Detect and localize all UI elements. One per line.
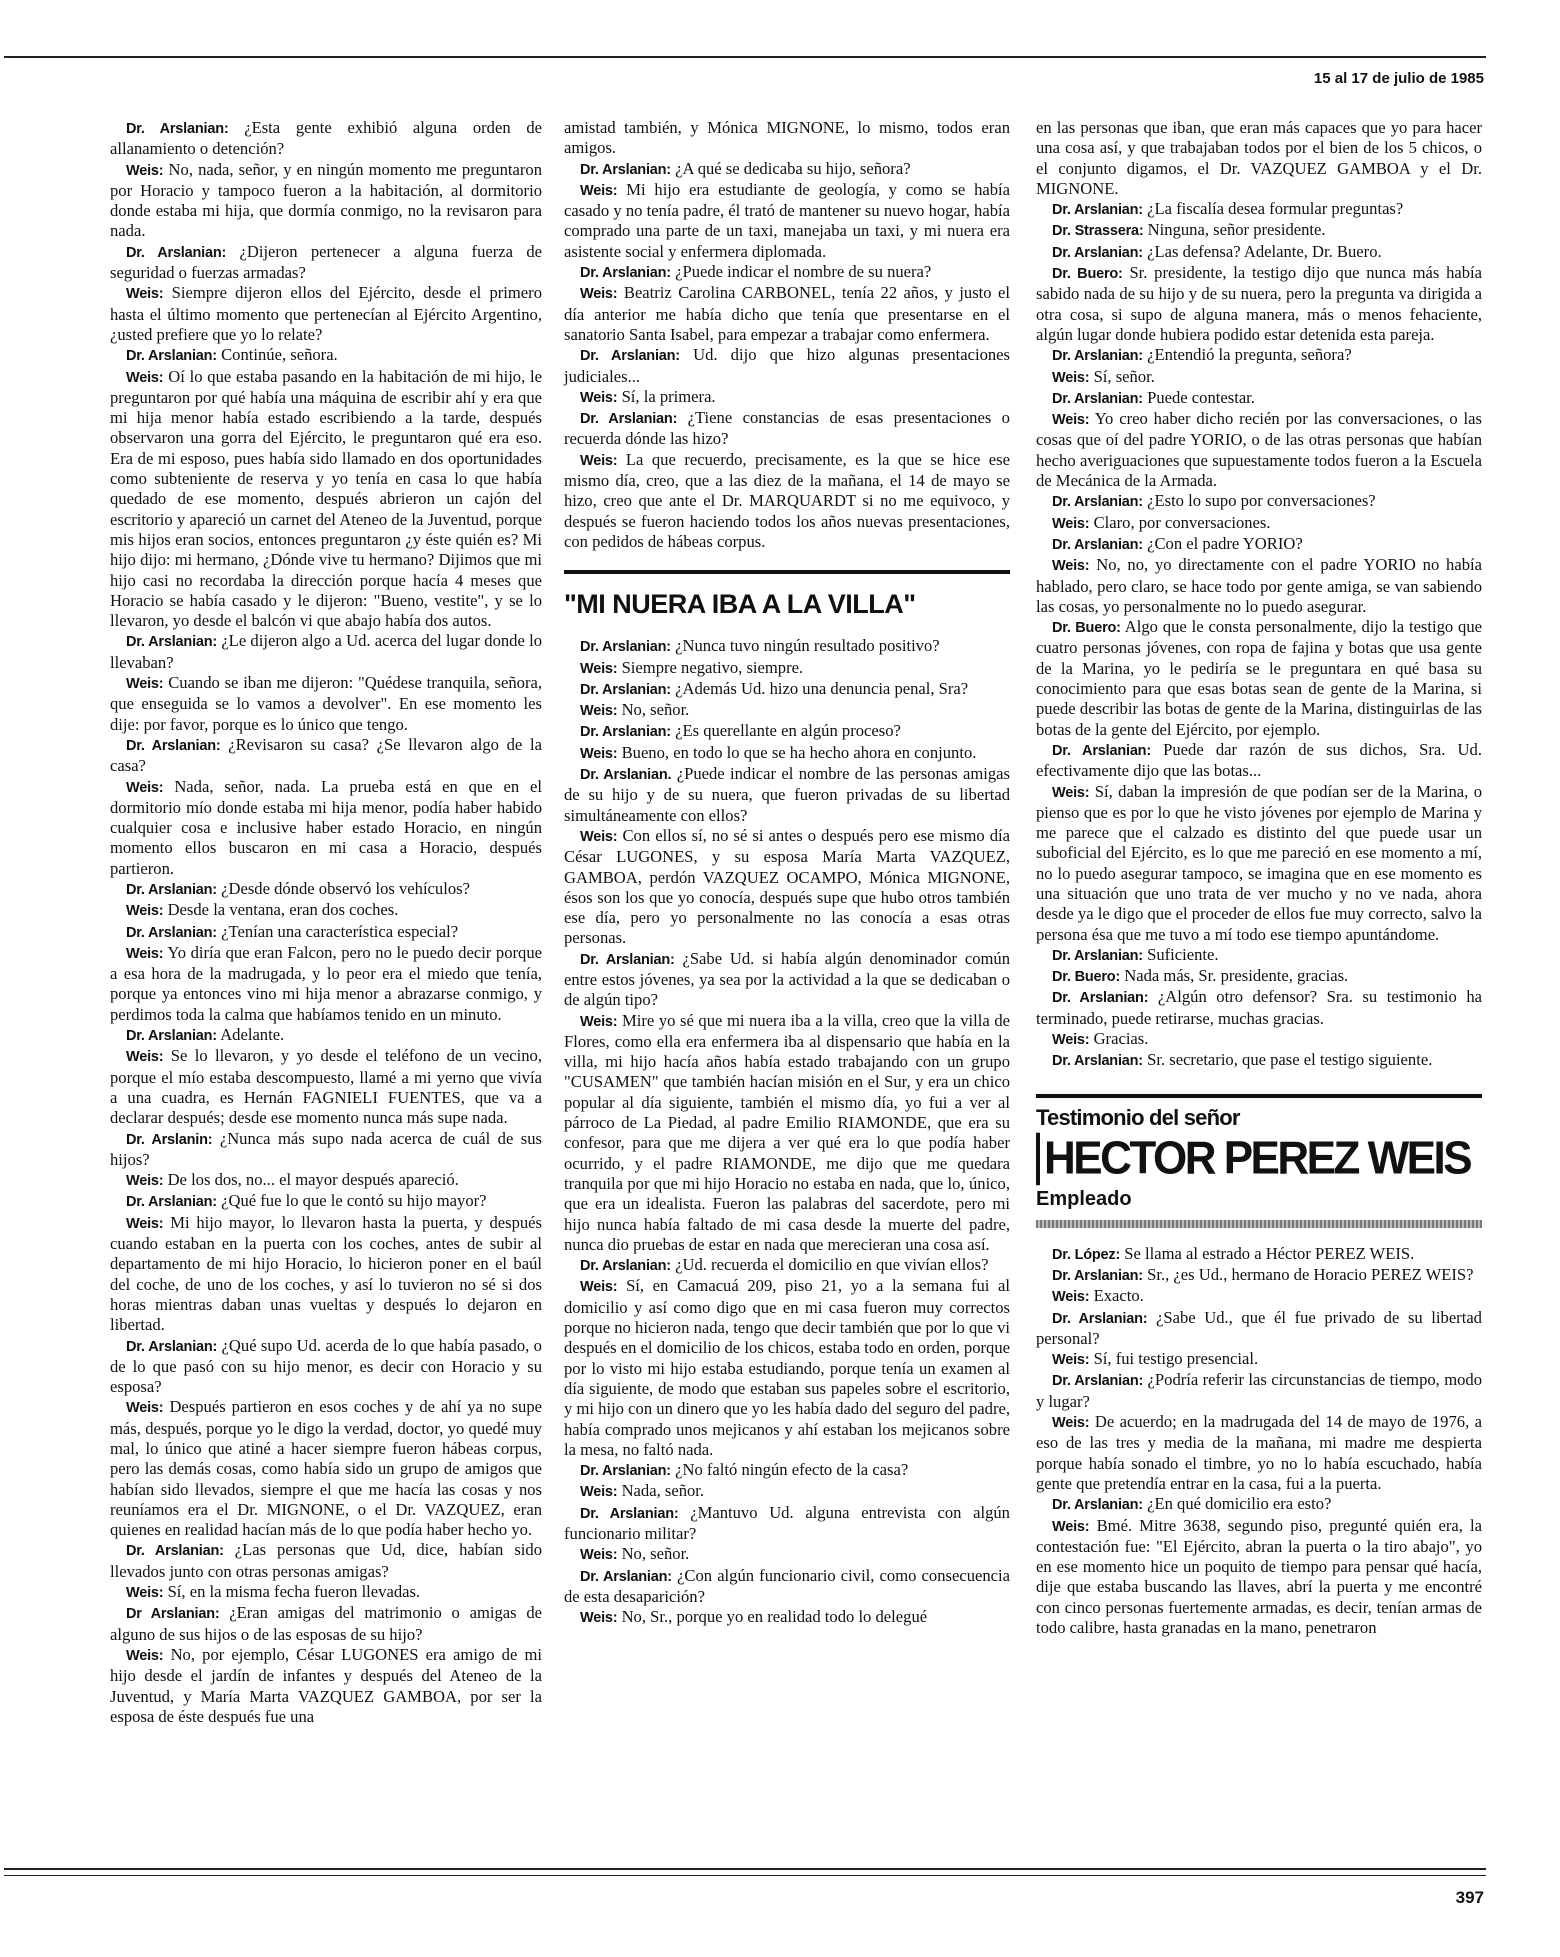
dialogue-text: ¿Esta gente exhibió alguna orden de allanamiento o detención? bbox=[110, 118, 542, 159]
dialogue-text: ¿A qué se dedicaba su hijo, señora? bbox=[675, 158, 911, 178]
dialogue-text: Bueno, en todo lo que se ha hecho ahora en conjunto. bbox=[621, 742, 977, 762]
speaker-label: Weis: bbox=[580, 286, 618, 303]
dialogue-text: Siempre dijeron ellos del Ejército, desde el primero hasta el último momento que pertenecían al Ejército Argentino, ¿usted prefiere que yo lo relate? bbox=[110, 283, 542, 344]
dialogue-paragraph bbox=[110, 900, 542, 921]
speaker-label: Dr. Arslanian: bbox=[126, 1543, 224, 1560]
dialogue-text: ¿Revisaron su casa? ¿Se llevaron algo de la casa? bbox=[110, 734, 542, 776]
speaker-label: Weis: bbox=[580, 1547, 618, 1564]
speaker-label: Dr. Buero: bbox=[1052, 266, 1123, 283]
dialogue-text: Después partieron en esos coches y de ahí ya no supe más, después, porque yo le digo la verdad, doctor, yo quedé muy mal, lo único que atiné a hacer siempre fueron hábeas corpus, pero las demás cosas, como había sido un grupo de amigos que habían sido llevados, siempre el que me hacía las cosas y nos reuníamos era el Dr. MIGNONE, o el Dr. VAZQUEZ, eran quienes en realidad hacían más de lo que podía haber hecho yo. bbox=[110, 1397, 542, 1540]
speaker-label: Dr. Arslanian: bbox=[580, 681, 671, 698]
dialogue-text: Mi hijo mayor, lo llevaron hasta la puerta, y después cuando estaban en la puerta con los coches, antes de subir al departamento de mi hijo Horacio, lo hicieron poner en el baúl del coche, de uno de los coches, y así lo tuvieron no sé si dos horas mientras daban unas vueltas y después lo dejaron en libertad. bbox=[110, 1212, 542, 1335]
dialogue-text: Nada más, Sr. presidente, gracias. bbox=[1124, 966, 1349, 986]
dialogue-paragraph bbox=[564, 387, 1010, 408]
dialogue-paragraph bbox=[564, 345, 1010, 387]
speaker-label: Weis: bbox=[126, 1215, 164, 1232]
speaker-label: Dr. Arslanian: bbox=[126, 634, 218, 651]
decorative-bar bbox=[1036, 1220, 1482, 1228]
dialogue-text: Claro, por conversaciones. bbox=[1093, 512, 1271, 532]
dialogue-text: ¿Puede indicar el nombre de su nuera? bbox=[675, 262, 932, 282]
dialogue-paragraph bbox=[1036, 513, 1482, 534]
speaker-label: Dr. Arslanian: bbox=[580, 639, 671, 656]
speaker-label: Dr. Arslanian: bbox=[580, 161, 671, 178]
dialogue-text: Nada, señor. bbox=[621, 1481, 705, 1501]
speaker-label: Dr. Arslanian: bbox=[1052, 244, 1143, 261]
testimony-label: Testimonio del señor bbox=[1036, 1094, 1482, 1132]
dialogue-paragraph bbox=[564, 262, 1010, 283]
speaker-label: Dr. Arslanian: bbox=[580, 265, 671, 282]
dialogue-paragraph bbox=[564, 1503, 1010, 1545]
speaker-label: Weis: bbox=[126, 1585, 164, 1602]
dialogue-text: De acuerdo; en la madrugada del 14 de mayo de 1976, a eso de las tres y media de la mañana, mi madre me despierta porque había sonado el timbre, yo no lo había escuchado, había gente que pretendía entrar en la casa, fui a la puerta. bbox=[1036, 1412, 1482, 1493]
top-rule bbox=[4, 56, 1486, 58]
dialogue-text: Siempre negativo, siempre. bbox=[621, 657, 804, 677]
speaker-label: Weis: bbox=[126, 1049, 164, 1066]
speaker-label: Dr. Arslanian: bbox=[1052, 947, 1143, 964]
dialogue-paragraph bbox=[564, 1607, 1010, 1628]
dialogue-text: Nada, señor, nada. La prueba está en que en el dormitorio mío donde estaba mi hija menor, podía haber habido cualquier cosa e inclusive haber estado Horacio, en ningún momento ellos buscaron en mi casa a Horacio, después partieron. bbox=[110, 776, 542, 878]
dialogue-text: Sí, fui testigo presencial. bbox=[1093, 1349, 1259, 1369]
dialogue-text: ¿En qué domicilio era esto? bbox=[1147, 1494, 1332, 1514]
speaker-label: Dr. Arslanian: bbox=[126, 924, 217, 941]
dialogue-paragraph bbox=[564, 826, 1010, 949]
dialogue-text: Ninguna, señor presidente. bbox=[1147, 220, 1326, 240]
dialogue-text: ¿La fiscalía desea formular preguntas? bbox=[1147, 199, 1404, 219]
speaker-label: Weis: bbox=[580, 828, 618, 845]
speaker-label: Dr. Arslanian: bbox=[1052, 1310, 1148, 1327]
speaker-label: Dr. Arslanian: bbox=[1052, 494, 1143, 511]
dialogue-paragraph bbox=[1036, 1494, 1482, 1515]
speaker-label: Weis: bbox=[580, 182, 618, 199]
dialogue-paragraph bbox=[110, 283, 542, 345]
dialogue-paragraph bbox=[1036, 388, 1482, 409]
dialogue-text: Con ellos sí, no sé si antes o después pero ese mismo día César LUGONES, y su esposa María Marta VAZQUEZ, GAMBOA, perdón VAZQUEZ OCAMPO, Mónica MIGNONE, ésos son los que yo conocía, después supe que hubo otros también ese día, pero yo personalmente no las conocía a esas otras personas. bbox=[564, 825, 1010, 948]
speaker-label: Dr. Arslanian: bbox=[580, 411, 678, 428]
speaker-label: Weis: bbox=[1052, 369, 1090, 386]
column-3-top bbox=[1036, 118, 1482, 1072]
dialogue-paragraph bbox=[564, 721, 1010, 742]
dialogue-paragraph bbox=[1036, 199, 1482, 220]
bottom-rule bbox=[4, 1868, 1486, 1876]
speaker-label: Dr. Arslanian: bbox=[1052, 1053, 1143, 1070]
dialogue-text: Oí lo que estaba pasando en la habitación de mi hijo, le preguntaron por qué había una máquina de escribir ahí y era que mi hija menor había estado escribiendo a la tarde, después observaron una gorra del Ejército, le preguntaron qué era eso. Era de mi esposo, pues había sido llamado en dos oportunidades como subteniente de reserva y yo tenía en casa lo que había quedado de ese momento, después abrieron un cajón del escritorio y apareció un carnet del Ateneo de la Juventud, porque mis hijos eran socios, entonces preguntaron ¿y éste quién es? Mi hijo dijo: mi hermano, ¿Dónde vive tu hermano? Dijimos que mi hijo casi no recordaba la dirección porque hacía 4 meses que Horacio se había casado y le dijeron: "Bueno, vestite", y se lo llevaron, yo desde el balcón vi que abajo había dos autos. bbox=[110, 366, 543, 631]
dialogue-paragraph bbox=[110, 673, 542, 735]
speaker-label: Dr. Arslanian: bbox=[580, 348, 680, 365]
dialogue-paragraph bbox=[1036, 409, 1482, 491]
dialogue-text: ¿Qué fue lo que le contó su hijo mayor? bbox=[221, 1191, 487, 1211]
dialogue-paragraph bbox=[110, 1046, 542, 1128]
dialogue-paragraph bbox=[564, 700, 1010, 721]
dialogue-paragraph bbox=[1036, 782, 1482, 945]
dialogue-paragraph bbox=[1036, 617, 1482, 740]
speaker-label: Dr. Arslanian: bbox=[126, 348, 217, 365]
speaker-label: Dr. Arslanian: bbox=[580, 951, 675, 968]
dialogue-paragraph bbox=[564, 283, 1010, 345]
dialogue-paragraph bbox=[564, 1544, 1010, 1565]
dialogue-paragraph bbox=[1036, 491, 1482, 512]
dialogue-paragraph bbox=[110, 242, 542, 284]
dialogue-paragraph bbox=[564, 1566, 1010, 1608]
speaker-label: Weis: bbox=[1052, 515, 1090, 532]
speaker-label: Weis: bbox=[126, 1173, 164, 1190]
dialogue-text: Yo creo haber dicho recién por las conversaciones, o las cosas que oí del padre YORIO, o de las otras personas que habían hecho averiguaciones que supuestamente todos fueron a la Escuela de Mecánica de la Armada. bbox=[1036, 409, 1482, 491]
speaker-label: Dr. Buero: bbox=[1052, 969, 1121, 986]
speaker-label: Weis: bbox=[126, 1647, 164, 1664]
dialogue-paragraph bbox=[564, 743, 1010, 764]
dialogue-paragraph bbox=[1036, 534, 1482, 555]
speaker-label: Weis: bbox=[1052, 1518, 1090, 1535]
speaker-label: Weis: bbox=[580, 1484, 618, 1501]
dialogue-paragraph bbox=[564, 1481, 1010, 1502]
column-1 bbox=[110, 118, 542, 1727]
dialogue-text: ¿Esto lo supo por conversaciones? bbox=[1147, 491, 1376, 511]
dialogue-text: No, Sr., porque yo en realidad todo lo delegué bbox=[621, 1607, 928, 1627]
dialogue-text: ¿Entendió la pregunta, señora? bbox=[1147, 345, 1352, 365]
dialogue-paragraph bbox=[1036, 1308, 1482, 1350]
dialogue-text: ¿Tenían una característica especial? bbox=[221, 921, 459, 941]
dialogue-paragraph bbox=[1036, 1516, 1482, 1639]
dialogue-text: Beatriz Carolina CARBONEL, tenía 22 años, y justo el día anterior me había dicho que tenía que presentarse en el sanatorio Santa Isabel, para empezar a trabajar como enfermera. bbox=[564, 283, 1010, 344]
dialogue-paragraph bbox=[110, 1603, 542, 1645]
dialogue-text: Suficiente. bbox=[1147, 944, 1219, 964]
speaker-label: Weis: bbox=[126, 945, 164, 962]
speaker-label: Weis: bbox=[126, 676, 164, 693]
dialogue-text: ¿Es querellante en algún proceso? bbox=[675, 721, 901, 741]
dialogue-text: Puede contestar. bbox=[1147, 387, 1255, 407]
dialogue-paragraph bbox=[110, 1336, 542, 1398]
dialogue-paragraph bbox=[1036, 1050, 1482, 1071]
dialogue-paragraph bbox=[110, 160, 542, 242]
dialogue-paragraph bbox=[110, 879, 542, 900]
speaker-label: Weis: bbox=[126, 162, 164, 179]
dialogue-text: Desde la ventana, eran dos coches. bbox=[167, 900, 399, 920]
dialogue-text: ¿Las personas que Ud, dice, habían sido llevados junto con otras personas amigas? bbox=[110, 1540, 542, 1581]
dialogue-paragraph bbox=[1036, 1370, 1482, 1412]
speaker-label: Weis: bbox=[580, 1013, 618, 1030]
dialogue-text: Gracias. bbox=[1093, 1029, 1149, 1049]
dialogue-text: Cuando se iban me dijeron: "Quédese tranquila, señora, que enseguida se lo vamos a devolver". En ese momento les dije: por favor, porque es lo único que tengo. bbox=[110, 673, 542, 734]
dialogue-text: De los dos, no... el mayor después apareció. bbox=[167, 1170, 459, 1190]
dialogue-text: ¿Le dijeron algo a Ud. acerca del lugar donde lo llevaban? bbox=[110, 631, 542, 672]
column-2-bottom bbox=[564, 636, 1010, 1628]
speaker-label: Weis: bbox=[126, 779, 164, 796]
speaker-label: Dr. Arslanian: bbox=[126, 1028, 217, 1045]
dialogue-paragraph bbox=[110, 1213, 542, 1336]
dialogue-paragraph bbox=[564, 658, 1010, 679]
dialogue-text: Yo diría que eran Falcon, pero no le puedo decir porque a esa hora de la madrugada, y lo peor era el miedo que tenía, porque ya entonces vino mi hija menor a abrazarse conmigo, y perdimos toda la calma que habíamos tenido en un minuto. bbox=[110, 942, 542, 1024]
speaker-label: Weis: bbox=[580, 1279, 618, 1296]
speaker-label: Dr. Arslanian: bbox=[126, 244, 227, 261]
speaker-label: Dr. Arslanian: bbox=[580, 724, 671, 741]
dialogue-text: amistad también, y Mónica MIGNONE, lo mismo, todos eran amigos. bbox=[564, 118, 1010, 158]
dialogue-text: ¿Tiene constancias de esas presentaciones o recuerda dónde las hizo? bbox=[564, 408, 1010, 449]
dialogue-text: Se llama al estrado a Héctor PEREZ WEIS. bbox=[1124, 1243, 1415, 1263]
dialogue-text: ¿Sabe Ud. si había algún denominador común entre estos jóvenes, ya sea por la actividad a la que se dedicaban o de algún tipo? bbox=[564, 948, 1010, 1010]
dialogue-paragraph bbox=[110, 777, 542, 879]
dialogue-text: ¿Algún otro defensor? Sra. su testimonio ha terminado, puede retirarse, muchas gracias. bbox=[1036, 987, 1482, 1028]
dialogue-text: Sr. presidente, la testigo dijo que nunca más había sabido nada de su hijo y de su nuera, pero la pregunta va dirigida a otra cosa, si supo de alguna manera, más o menos fehaciente, algún lugar donde hubiera podido estar detenida esta pareja. bbox=[1036, 263, 1483, 344]
dialogue-paragraph bbox=[564, 636, 1010, 657]
speaker-label: Dr. Strassera: bbox=[1052, 223, 1144, 240]
column-3-bottom bbox=[1036, 1244, 1482, 1639]
dialogue-paragraph bbox=[1036, 220, 1482, 241]
speaker-label: Dr. Arslanian: bbox=[1052, 202, 1143, 219]
speaker-label: Weis: bbox=[580, 745, 618, 762]
speaker-label: Dr. Arslanian: bbox=[580, 1568, 672, 1585]
speaker-label: Dr. Arslanian: bbox=[1052, 990, 1149, 1007]
speaker-label: Weis: bbox=[1052, 1032, 1090, 1049]
dialogue-text: Sí, en Camacuá 209, piso 21, yo a la semana fui al domicilio y así como digo que en mi casa fueron muy correctos porque no hicieron nada, tengo que decir también que por lo que vi después en el domicilio de los chicos, estaba todo en orden, porque por lo visto mi hijo estaba estudiando, porque tenía un examen al día siguiente, de modo que estaban sus papeles sobre el escritorio, y mi hijo con un dinero que yo les había dado del seguro del padre, había comprado unos mejicanos y ahí estaban los mejicanos sobre la mesa, no faltó nada. bbox=[564, 1276, 1010, 1459]
dialogue-paragraph bbox=[1036, 966, 1482, 987]
dialogue-paragraph bbox=[110, 1645, 542, 1727]
dialogue-paragraph bbox=[110, 1397, 542, 1540]
speaker-label: Dr. Arslanian: bbox=[1052, 1497, 1143, 1514]
speaker-label: Dr Arslanian: bbox=[126, 1606, 220, 1623]
dialogue-paragraph bbox=[564, 1011, 1010, 1256]
dialogue-paragraph bbox=[110, 1170, 542, 1191]
dialogue-paragraph bbox=[110, 922, 542, 943]
dialogue-paragraph bbox=[1036, 555, 1482, 617]
dialogue-text: ¿Con el padre YORIO? bbox=[1147, 533, 1303, 553]
page-number: 397 bbox=[1455, 1888, 1484, 1907]
dialogue-text: ¿Qué supo Ud. acerda de lo que había pasado, o de lo que pasó con su hijo menor, es decir con Horacio y su esposa? bbox=[110, 1335, 542, 1397]
speaker-label: Dr. Arslanian: bbox=[126, 121, 229, 137]
dialogue-paragraph bbox=[1036, 1265, 1482, 1286]
speaker-label: Dr. Arslanian: bbox=[580, 1505, 679, 1522]
dialogue-text: Sr., ¿es Ud., hermano de Horacio PEREZ WEIS? bbox=[1147, 1264, 1474, 1284]
dialogue-text: Sí, en la misma fecha fueron llevadas. bbox=[167, 1582, 421, 1602]
dialogue-paragraph bbox=[564, 1460, 1010, 1481]
dialogue-paragraph bbox=[1036, 367, 1482, 388]
speaker-label: Dr. Buero: bbox=[1052, 620, 1121, 637]
speaker-label: Weis: bbox=[580, 703, 618, 720]
dialogue-text: Ud. dijo que hizo algunas presentaciones judiciales... bbox=[564, 345, 1010, 386]
dialogue-text: La que recuerdo, precisamente, es la que se hice ese mismo día, creo, que a las diez de la mañana, el 14 de mayo se hizo, creo que ante el Dr. MARQUARDT si no me equivoco, y después se fueron haciendo todos los años nuevas presentaciones, con pedidos de hábeas corpus. bbox=[564, 449, 1010, 551]
speaker-label: Weis: bbox=[126, 1400, 164, 1417]
dialogue-paragraph bbox=[1036, 740, 1482, 782]
speaker-label: Dr. Arslanian: bbox=[1052, 1373, 1144, 1390]
dialogue-text: Mi hijo era estudiante de geología, y como se había casado y no tenía padre, él trató de mantener su nuevo hogar, había comprado una parte de un taxi, manejaba un taxi, y mi nuera era asistente social y enfermera diplomada. bbox=[564, 179, 1010, 261]
dialogue-paragraph bbox=[564, 679, 1010, 700]
dialogue-paragraph bbox=[1036, 1244, 1482, 1265]
dialogue-paragraph bbox=[1036, 1286, 1482, 1307]
speaker-label: Weis: bbox=[580, 452, 618, 469]
dialogue-paragraph bbox=[564, 159, 1010, 180]
dialogue-text: Mire yo sé que mi nuera iba a la villa, creo que la villa de Flores, como ella era enfermera iba al dispensario que había en la villa, mi hijo hacía años había estado trabajando con un grupo "CUSAMEN" que también hacían misión en el Sur, y era un chico popular al día siguiente, también el mismo día, yo fui a ver al párroco de La Piedad, al padre Emilio RIAMONDE, que era su confesor, para que me dijera a ver qué era lo que podía haber ocurrido, y el padre RIAMONDE, me dijo que me quedara tranquila por que mi hijo Horacio no estaba en nada, que lo, único, que era un idealista. Fueron las palabras del sacerdote, pero mi hijo nunca había faltado de mi casa desde la muerte del padre, nunca dio pruebas de estar en nada que merecieran una cosa así. bbox=[564, 1010, 1010, 1254]
dialogue-text: Sí, la primera. bbox=[621, 386, 716, 406]
dialogue-paragraph bbox=[1036, 987, 1482, 1029]
dialogue-paragraph bbox=[564, 1255, 1010, 1276]
dialogue-paragraph bbox=[564, 180, 1010, 262]
speaker-label: Dr. Arslanian: bbox=[1052, 742, 1151, 759]
dialogue-text: Puede dar razón de sus dichos, Sra. Ud. efectivamente dijo que las botas... bbox=[1036, 739, 1482, 781]
section-subhead: "MI NUERA IBA A LA VILLA" bbox=[564, 570, 1010, 620]
dialogue-text: ¿Puede indicar el nombre de las personas amigas de su hijo y de su nuera, que fueron privadas de su libertad simultáneamente con ellos? bbox=[564, 764, 1011, 825]
dialogue-text: No, señor. bbox=[621, 1544, 690, 1564]
dialogue-paragraph bbox=[110, 1129, 542, 1171]
dialogue-text: ¿Además Ud. hizo una denuncia penal, Sra? bbox=[675, 678, 969, 698]
speaker-label: Weis: bbox=[126, 903, 164, 920]
speaker-label: Weis: bbox=[1052, 1352, 1090, 1369]
dialogue-text: Continúe, señora. bbox=[221, 345, 338, 365]
dialogue-paragraph bbox=[564, 949, 1010, 1011]
speaker-label: Dr. Arslanian: bbox=[126, 881, 217, 898]
dialogue-paragraph bbox=[110, 1582, 542, 1603]
dialogue-paragraph bbox=[110, 118, 542, 160]
dialogue-paragraph bbox=[564, 1276, 1010, 1460]
dialogue-text: ¿Dijeron pertenecer a alguna fuerza de seguridad o fuerzas armadas? bbox=[110, 241, 542, 283]
speaker-label: Dr. Arslanian: bbox=[580, 1463, 671, 1480]
dialogue-text: ¿Eran amigas del matrimonio o amigas de alguno de sus hijos o de las esposas de su hijo? bbox=[110, 1603, 542, 1644]
dialogue-text: ¿Desde dónde observó los vehículos? bbox=[221, 878, 470, 898]
dialogue-paragraph bbox=[110, 345, 542, 366]
dialogue-text: Adelante. bbox=[220, 1025, 285, 1045]
dialogue-paragraph bbox=[1036, 242, 1482, 263]
dialogue-paragraph bbox=[1036, 263, 1482, 345]
dialogue-text: Sr. secretario, que pase el testigo siguiente. bbox=[1147, 1050, 1433, 1070]
dialogue-paragraph bbox=[1036, 118, 1482, 199]
dialogue-text: No, señor. bbox=[621, 700, 690, 720]
dialogue-text: Bmé. Mitre 3638, segundo piso, pregunté quién era, la contestación fue: "El Ejército, abran la puerta o la tiro abajo", yo en ese momento hice un poquito de tiempo para pensar qué hacía, dije que estaba buscando las llaves, abrí la puerta y me encontré con cinco personas fuertemente armadas, es decir, tenían armas de todo calibre, hasta granadas en la mano, penetraron bbox=[1036, 1515, 1482, 1637]
speaker-label: Dr. Arslanian: bbox=[580, 1258, 671, 1275]
dialogue-paragraph bbox=[110, 1540, 542, 1582]
dialogue-text: No, nada, señor, y en ningún momento me preguntaron por Horacio y tampoco fueron a la habitación, al dormitorio donde estaba mi hija, que dormía conmigo, no la revisaron para nada. bbox=[110, 159, 542, 241]
column-2-top bbox=[564, 118, 1010, 552]
speaker-label: Dr. Arslanian: bbox=[126, 1338, 218, 1355]
dialogue-text: ¿Ud. recuerda el domicilio en que vivían ellos? bbox=[675, 1255, 989, 1275]
speaker-label: Dr. Arslanian: bbox=[1052, 536, 1143, 553]
dialogue-text: Exacto. bbox=[1093, 1286, 1144, 1306]
speaker-label: Weis: bbox=[1052, 1289, 1090, 1306]
dialogue-text: ¿Sabe Ud., que él fue privado de su libertad personal? bbox=[1036, 1307, 1482, 1348]
speaker-label: Weis: bbox=[580, 389, 618, 406]
dialogue-text: No, no, yo directamente con el padre YORIO no había hablado, pero claro, se hace todo por gente amiga, se van sabiendo las cosas, yo personalmente no lo puedo asegurar. bbox=[1036, 555, 1482, 616]
dialogue-paragraph bbox=[1036, 345, 1482, 366]
speaker-label: Weis: bbox=[1052, 412, 1090, 429]
dialogue-paragraph bbox=[110, 1025, 542, 1046]
dialogue-paragraph bbox=[110, 735, 542, 777]
dialogue-text: ¿Nunca más supo nada acerca de cuál de sus hijos? bbox=[110, 1128, 542, 1169]
speaker-label: Weis: bbox=[1052, 784, 1090, 801]
speaker-label: Weis: bbox=[126, 369, 164, 386]
speaker-label: Dr. Arslanian. bbox=[580, 767, 672, 784]
dialogue-paragraph bbox=[1036, 945, 1482, 966]
dialogue-text: Algo que le consta personalmente, dijo la testigo que cuatro personas jóvenes, con ropa de fajina y botas que usa gente de la Marina, yo le pediría se le preguntara en qué basa su conocimiento para que esas botas sean de gente de la Marina, si puede describir las botas de gente de la Marina, distinguirlas de las botas de la gente del Ejército, por ejemplo. bbox=[1036, 617, 1483, 739]
dialogue-paragraph bbox=[110, 943, 542, 1025]
speaker-label: Dr. Arslanin: bbox=[126, 1131, 213, 1148]
dialogue-text: Se lo llevaron, y yo desde el teléfono de un vecino, porque el mío estaba descompuesto, llamé a mi yerno que vivía a una cuadra, es Hernán FAGNIELI FUENTES, que va a declarar después; desde ese momento nunca más supe nada. bbox=[110, 1046, 542, 1128]
column-3 bbox=[1036, 118, 1482, 1638]
speaker-label: Dr. Arslanian: bbox=[126, 1194, 217, 1211]
dialogue-text: ¿Podría referir las circunstancias de tiempo, modo y lugar? bbox=[1036, 1370, 1482, 1411]
speaker-label: Weis: bbox=[580, 1610, 618, 1627]
dialogue-text: ¿No faltó ningún efecto de la casa? bbox=[675, 1460, 909, 1480]
dialogue-text: ¿Las defensa? Adelante, Dr. Buero. bbox=[1147, 241, 1382, 261]
dialogue-paragraph bbox=[110, 367, 542, 632]
dialogue-paragraph bbox=[110, 1191, 542, 1212]
dialogue-paragraph bbox=[1036, 1029, 1482, 1050]
testimony-role: Empleado bbox=[1036, 1187, 1132, 1210]
dialogue-text: ¿Nunca tuvo ningún resultado positivo? bbox=[675, 636, 940, 656]
dialogue-paragraph bbox=[564, 450, 1010, 552]
dialogue-text: ¿Con algún funcionario civil, como consecuencia de esta desaparición? bbox=[564, 1565, 1010, 1606]
speaker-label: Weis: bbox=[1052, 558, 1090, 575]
speaker-label: Dr. Arslanian: bbox=[126, 737, 221, 754]
dialogue-text: ¿Mantuvo Ud. alguna entrevista con algún funcionario militar? bbox=[564, 1502, 1010, 1543]
dialogue-paragraph bbox=[564, 764, 1010, 826]
dialogue-text: Sí, señor. bbox=[1093, 366, 1155, 386]
speaker-label: Dr. López: bbox=[1052, 1246, 1121, 1263]
dialogue-paragraph bbox=[1036, 1349, 1482, 1370]
speaker-label: Weis: bbox=[126, 286, 164, 303]
issue-date: 15 al 17 de julio de 1985 bbox=[1313, 70, 1484, 87]
dialogue-text: Sí, daban la impresión de que podían ser de la Marina, o pienso que es por lo que he visto jóvenes por ejemplo de Marina y me parece que el calzado es distinto del que puede usar un suboficial del Ejército, es lo que me pareció en ese momento a mí, no lo puedo asegurar tampoco, se imagina que en ese momento es una situación que uno trata de ver mucho y no ve nada, ahora desde ya le digo que el proceder de ellos fue muy correcto, salvo la persona ésa que me tuvo a mí todo ese tiempo apuntándome. bbox=[1036, 781, 1483, 944]
dialogue-paragraph bbox=[1036, 1412, 1482, 1494]
speaker-label: Dr. Arslanian: bbox=[1052, 348, 1143, 365]
dialogue-paragraph bbox=[564, 408, 1010, 450]
speaker-label: Weis: bbox=[580, 660, 618, 677]
dialogue-text: No, por ejemplo, César LUGONES era amigo de mi hijo desde el jardín de infantes y después del Ateneo de la Juventud, y María Marta VAZQUEZ GAMBOA, por ser la esposa de éste después fue una bbox=[110, 1644, 543, 1726]
column-2 bbox=[564, 118, 1010, 1628]
dialogue-paragraph bbox=[110, 631, 542, 673]
testimony-name: HECTOR PEREZ WEIS bbox=[1036, 1132, 1482, 1185]
speaker-label: Dr. Arslanian: bbox=[1052, 390, 1143, 407]
dialogue-text: en las personas que iban, que eran más capaces que yo para hacer una cosa así, y que trabajaban todos por el bien de los 5 chicos, o el conjunto digamos, el Dr. VAZQUEZ GAMBOA y el Dr. MIGNONE. bbox=[1036, 118, 1482, 198]
dialogue-paragraph bbox=[564, 118, 1010, 159]
speaker-label: Weis: bbox=[1052, 1415, 1090, 1432]
speaker-label: Dr. Arslanian: bbox=[1052, 1267, 1143, 1284]
